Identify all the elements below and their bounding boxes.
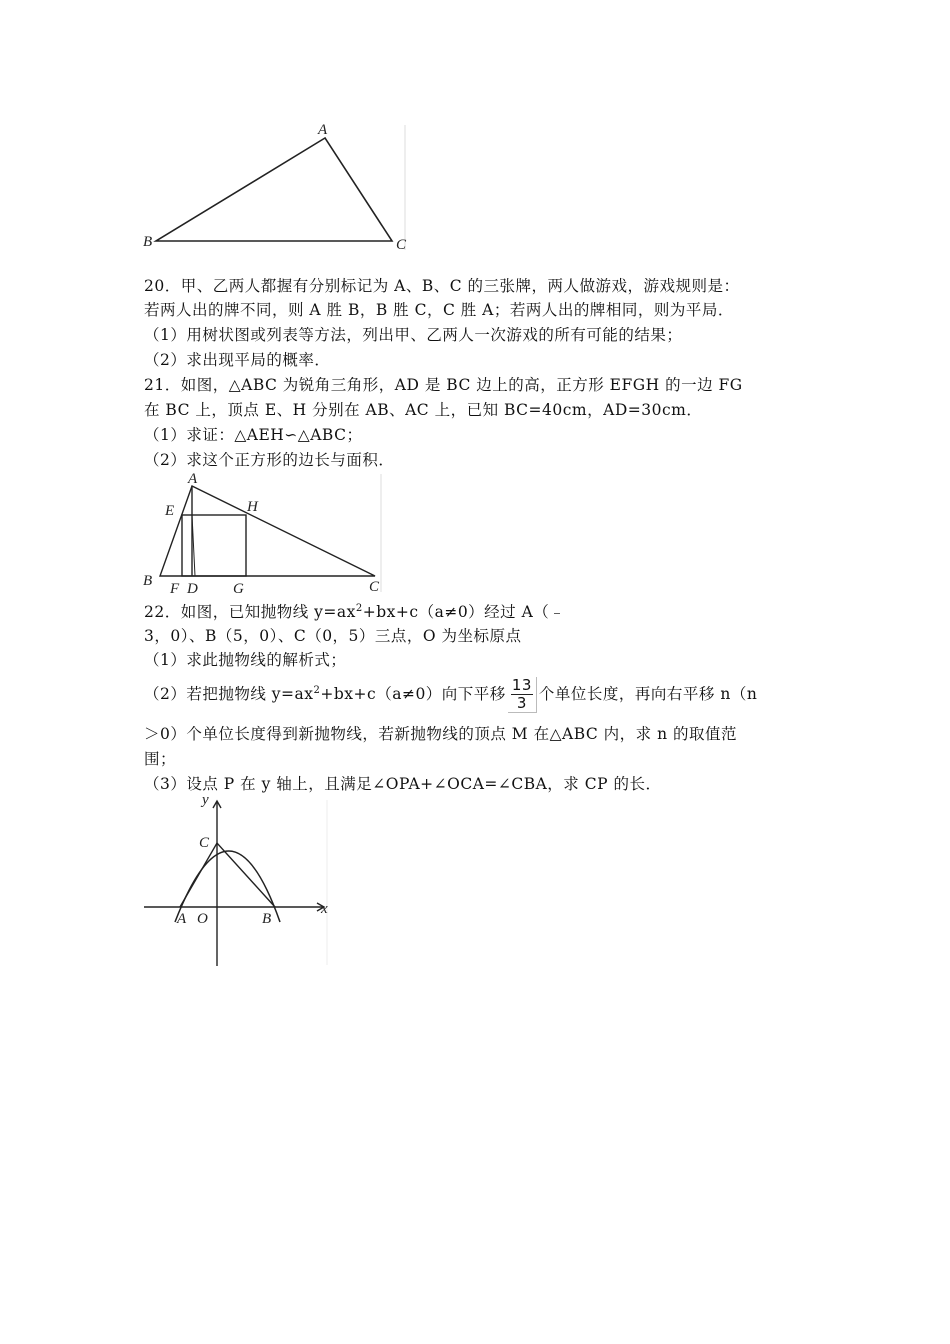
vertex-label-c: C [369,579,380,595]
vertex-label-e: E [165,503,175,519]
exponent: 2 [313,685,321,696]
q22-line1-post: +bx+c（a≠0）经过 A（﹣ [362,603,566,621]
vertex-label-c: C [396,237,407,253]
q22-line1 [144,600,565,624]
q20-line2: 若两人出的牌不同，则 A 胜 B，B 胜 C，C 胜 A；若两人出的牌相同，则为平局． [144,301,734,319]
triangle-abc-shape [156,138,392,241]
q21-part2: （2）求这个正方形的边长与面积． [144,451,395,469]
fraction-13-3 [508,677,537,713]
q22-line2: 3，0）、B（5，0）、C（0，5）三点，O 为坐标原点 [144,627,522,645]
vertex-label-h: H [247,499,258,515]
q22-part2 [144,672,757,716]
q22-part2-line3: 围； [144,750,177,768]
q22-part3: （3）设点 P 在 y 轴上，且满足∠OPA+∠OCA=∠CBA，求 CP 的长． [144,775,662,793]
q22-part1: （1）求此抛物线的解析式； [144,651,347,669]
vertex-label-b: B [143,573,153,589]
point-label-o: O [197,911,208,927]
point-label-c: C [199,835,210,851]
figure-square-in-triangle [140,470,390,598]
q22-part2-mid: +bx+c（a≠0）向下平移 [320,685,506,703]
q21-line1: 21．如图，△ABC 为锐角三角形，AD 是 BC 边上的高，正方形 EFGH 的一边 FG [144,376,743,394]
vertex-label-b: B [143,234,153,250]
vertex-label-d: D [187,581,198,597]
q22-line1-pre: 22．如图，已知抛物线 y=ax [144,603,356,621]
exponent: 2 [355,603,363,614]
q22-part2-pre: （2）若把抛物线 y=ax [144,685,314,703]
triangle-acb [180,843,275,907]
q21-line2: 在 BC 上，顶点 E、H 分别在 AB、AC 上，已知 BC=40cm，AD=30cm． [144,401,703,419]
figure-parabola [140,790,340,970]
point-label-b: B [262,911,272,927]
axis-label-x: x [321,901,328,917]
vertex-label-a: A [188,471,198,487]
point-label-a: A [177,911,187,927]
q20-part2: （2）求出现平局的概率． [144,351,331,369]
fraction-denominator: 3 [516,694,527,712]
q22-part2-post: 个单位长度，再向右平移 n（n [538,685,758,703]
vertex-label-g: G [233,581,244,597]
q20-line1: 20．甲、乙两人都握有分别标记为 A、B、C 的三张牌，两人做游戏，游戏规则是： [144,277,740,295]
vertex-label-f: F [170,581,180,597]
fraction-numerator: 13 [511,676,532,694]
axis-label-y: y [202,792,209,808]
q21-part1: （1）求证：△AEH∽△ABC； [144,426,363,444]
vertex-label-a: A [318,122,328,138]
q22-part2-line2: ＞0）个单位长度得到新抛物线，若新抛物线的顶点 M 在△ABC 内，求 n 的取值范 [144,725,738,743]
figure-triangle-abc [140,120,410,255]
q20-part1: （1）用树状图或列表等方法，列出甲、乙两人一次游戏的所有可能的结果； [144,326,683,344]
